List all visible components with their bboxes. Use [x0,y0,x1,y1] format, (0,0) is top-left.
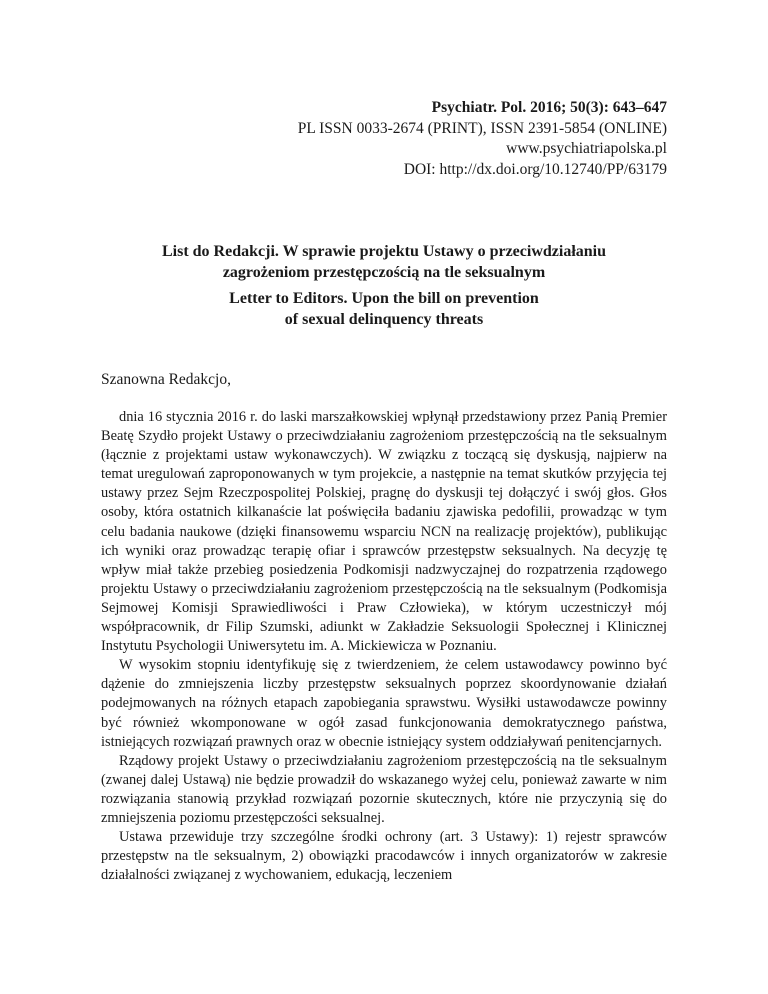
journal-issn: PL ISSN 0033-2674 (PRINT), ISSN 2391-5854 (ONLINE) [297,119,667,137]
article-title-polish [100,242,668,283]
letter-body [101,408,667,885]
title-pl-line-1: List do Redakcji. W sprawie projektu Ustawy o przeciwdziałaniu [161,243,606,260]
body-paragraph: W wysokim stopniu identyfikuję się z twierdzeniem, że celem ustawodawcy powinno być dążenie do zmniejszenia liczby przestępstw seksualnych poprzez skoordynowanie działań podejmowanych na różnych etapach zapobiegania sprawstwu. Wysiłki ustawodawcze powinny być również wkomponowane w ogół zasad funkcjonowania demokratycznego państwa, istniejących rozwiązań prawnych oraz w obecnie istniejący system oddziaływań penitencjarnych. [101,657,667,750]
journal-doi: DOI: http://dx.doi.org/10.12740/PP/63179 [403,160,667,178]
body-paragraph: Rządowy projekt Ustawy o przeciwdziałaniu zagrożeniom przestępczością na tle seksualnym (zwanej dalej Ustawą) nie będzie prowadził do wskazanego wyżej celu, ponieważ zawarte w nim rozwiązania stanowią przykład rozwiązań pozornie skutecznych, które nie przyczynią się do zmniejszenia poziomu przestępczości seksualnej. [101,752,667,826]
journal-header [298,98,667,180]
salutation: Szanowna Redakcjo, [101,371,231,388]
title-en-line-2: of sexual delinquency threats [284,310,484,328]
title-pl-line-2: zagrożeniom przestępczością na tle seksualnym [222,263,546,281]
article-title-english [100,289,668,330]
journal-citation: Psychiatr. Pol. 2016; 50(3): 643–647 [431,99,667,116]
body-paragraph: dnia 16 stycznia 2016 r. do laski marszałkowskiej wpłynął przedstawiony przez Panią Premier Beatę Szydło projekt Ustawy o przeciwdziałaniu zagrożeniom przestępczością na tle seksualnym (łącznie z projektami ustaw wykonawczych). W związku z toczącą się dyskusją, najpierw na temat uregulowań zaproponowanych w tym projekcie, a następnie na temat skutków przyjęcia tej ustawy przez Sejm Rzeczpospolitej Polskiej, pragnę do dyskusji tej dołączyć i swój głos. Głos osoby, która ostatnich kilkanaście lat poświęciła badaniu zjawiska pedofilii, prowadząc w tym celu badania naukowe (dzięki finansowemu wsparciu NCN na realizację projektów), publikując ich wyniki oraz prowadząc terapię ofiar i sprawców przestępstw seksualnych. Na decyzję tę wpływ miał także przebieg posiedzenia Podkomisji nadzwyczajnej do rozpatrzenia rządowego projektu Ustawy o przeciwdziałaniu zagrożeniom przestępczością na tle seksualnym (Podkomisja Sejmowej Komisji Sprawiedliwości i Praw Człowieka), w którym uczestniczył mój współpracownik, dr Filip Szumski, adiunkt w Zakładzie Seksuologii Społecznej i Klinicznej Instytutu Psychologii Uniwersytetu im. A. Mickiewicza w Poznaniu. [101,409,667,655]
journal-website: www.psychiatriapolska.pl [506,140,667,157]
title-en-line-1: Letter to Editors. Upon the bill on prevention [229,290,539,307]
body-paragraph: Ustawa przewiduje trzy szczególne środki ochrony (art. 3 Ustawy): 1) rejestr sprawców przestępstw na tle seksualnym, 2) obowiązki pracodawców i innych organizatorów w zakresie działalności związanej z wychowaniem, edukacją, leczeniem [101,829,667,884]
